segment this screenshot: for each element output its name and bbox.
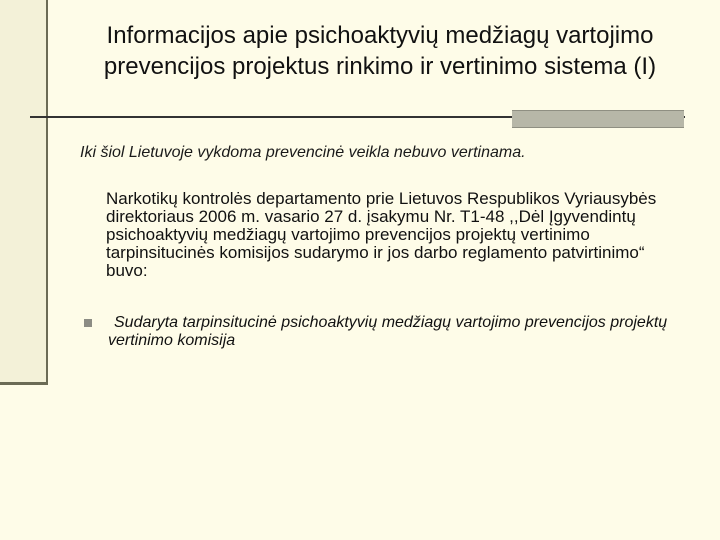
- left-bar-divider: [0, 382, 48, 385]
- slide-title: Informacijos apie psichoaktyvių medžiagų vartojimo prevencijos projektus rinkimo ir vertinimo sistema (I): [103, 22, 657, 80]
- title-accent-bar: [512, 110, 684, 128]
- bullet-item: [84, 314, 684, 350]
- left-decorative-bar: [0, 0, 48, 384]
- bullet-text: Sudaryta tarpinsitucinė psichoaktyvių medžiagų vartojimo prevencijos projektų vertinimo komisija: [108, 314, 668, 349]
- intro-text: Iki šiol Lietuvoje vykdoma prevencinė veikla nebuvo vertinama.: [80, 144, 526, 161]
- body-paragraph: Narkotikų kontrolės departamento prie Lietuvos Respublikos Vyriausybės direktoriaus 2006 m. vasario 27 d. įsakymu Nr. T1-48 ,,Dėl Įgyvendintų psichoaktyvių medžiagų vartojimo prevencijos projektų vertinimo tarpinsitucinės komisijos sudarymo ir jos darbo reglamento patvirtinimo“ buvo:: [106, 189, 657, 280]
- square-bullet-icon: [84, 319, 92, 327]
